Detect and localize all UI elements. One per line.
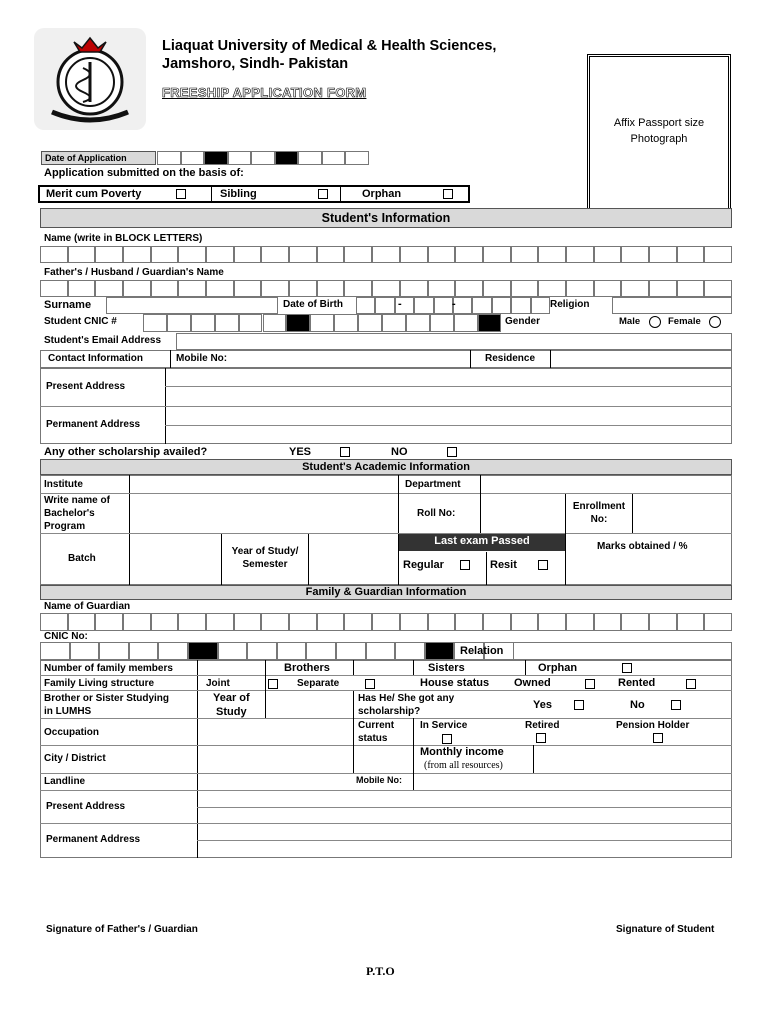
dob-cell-9[interactable] [511,297,530,314]
gender-label: Gender [505,316,541,327]
sibling-studying-label-2: in LUMHS [44,706,92,717]
guardian-name-cell-21[interactable] [594,613,622,631]
permanent-address-label: Permanent Address [46,419,141,430]
name-cell-11[interactable] [317,246,345,263]
guardian-name-cell-17[interactable] [483,613,511,631]
guardian-name-cell-20[interactable] [566,613,594,631]
name-cell-21[interactable] [594,246,622,263]
cnic-cell-1[interactable] [143,314,167,332]
guardian-cnic-cell-12[interactable] [366,642,396,660]
enrollment-label-1: Enrollment [572,501,626,512]
dob-cell-5[interactable] [434,297,453,314]
student-cnic-label: Student CNIC # [44,316,117,327]
present-address-label: Present Address [46,381,126,392]
name-cell-2[interactable] [68,246,96,263]
roll-no-label: Roll No: [417,508,456,519]
guardian-name-cell-5[interactable] [151,613,179,631]
cnic-cell-2[interactable] [167,314,191,332]
name-cell-13[interactable] [372,246,400,263]
guardian-name-cell-9[interactable] [261,613,289,631]
guardian-name-cell-7[interactable] [206,613,234,631]
guardian-name-cell-4[interactable] [123,613,151,631]
guardian-name-cell-14[interactable] [400,613,428,631]
enrollment-input[interactable] [634,495,730,532]
guardian-name-cell-2[interactable] [68,613,96,631]
father-name-cell-22[interactable] [621,280,649,297]
guardian-cnic-cell-2[interactable] [70,642,100,660]
surname-input[interactable] [106,297,278,314]
separate-label: Separate [297,678,340,689]
monthly-income-label: Monthly income [420,746,504,758]
year-of-study-label-1: Year of Study/ [231,546,299,557]
income-note: (from all resources) [424,760,503,771]
marks-input[interactable] [567,555,730,583]
father-name-cell-21[interactable] [594,280,622,297]
guardian-name-cell-25[interactable] [704,613,732,631]
guardian-mobile-label: Mobile No: [356,775,402,785]
dob-cell-2[interactable] [375,297,394,314]
name-cell-18[interactable] [511,246,539,263]
occupation-label: Occupation [44,727,100,738]
brothers-label: Brothers [284,662,330,674]
dob-separator-1: - [398,298,402,310]
resit-checkbox[interactable] [538,560,548,570]
department-input[interactable] [482,476,730,492]
house-status-label: House status [420,677,490,689]
guardian-cnic-cell-6 [188,642,218,660]
cnic-cell-6[interactable] [263,314,287,332]
sibling-scholarship-no-checkbox[interactable] [671,700,681,710]
guardian-name-label: Name of Guardian [44,601,131,612]
father-name-cell-19[interactable] [538,280,566,297]
sibling-scholarship-label-2: scholarship? [358,706,421,717]
guardian-name-cell-23[interactable] [649,613,677,631]
bachelor-label-1: Write name of [44,495,110,506]
resit-label: Resit [490,559,517,571]
in-service-label: In Service [420,720,468,731]
joint-checkbox[interactable] [268,679,278,689]
photo-box [587,54,731,220]
family-section-header: Family & Guardian Information [40,585,732,600]
guardian-name-cell-16[interactable] [455,613,483,631]
father-name-cell-9[interactable] [261,280,289,297]
dob-separator-2: - [452,298,456,310]
guardian-cnic-cell-8[interactable] [247,642,277,660]
monthly-income-input[interactable] [535,746,730,772]
guardian-name-cell-6[interactable] [178,613,206,631]
cnic-cell-12[interactable] [406,314,430,332]
guardian-signature-label: Signature of Father's / Guardian [46,924,198,935]
landline-input[interactable] [199,774,351,789]
year-study-label-2: Study [216,706,247,718]
guardian-present-address-label: Present Address [46,801,126,812]
father-name-cell-8[interactable] [234,280,262,297]
pension-holder-label: Pension Holder [616,720,690,731]
guardian-name-cell-24[interactable] [677,613,705,631]
religion-input[interactable] [612,297,732,314]
guardian-name-cell-8[interactable] [234,613,262,631]
cnic-cell-15 [478,314,502,332]
scholarship-no-checkbox[interactable] [447,447,457,457]
sibling-scholarship-no-label: No [630,699,645,711]
name-cell-3[interactable] [95,246,123,263]
scholarship-no-label: NO [391,446,408,458]
merit-checkbox[interactable] [176,189,186,199]
guardian-cnic-cell-13[interactable] [395,642,425,660]
guardian-cnic-cell-10[interactable] [306,642,336,660]
father-name-cell-12[interactable] [344,280,372,297]
name-cell-15[interactable] [428,246,456,263]
father-name-cell-10[interactable] [289,280,317,297]
date-cell-8[interactable] [322,151,346,165]
sisters-label: Sisters [428,662,465,674]
academic-section-header: Student's Academic Information [40,459,732,475]
roll-no-input[interactable] [482,495,563,532]
living-structure-label: Family Living structure [44,678,155,689]
father-name-cell-7[interactable] [206,280,234,297]
name-cell-14[interactable] [400,246,428,263]
sibling-studying-label-1: Brother or Sister Studying [44,693,170,704]
city-input[interactable] [199,746,411,772]
name-cell-24[interactable] [677,246,705,263]
scholarship-yes-label: YES [289,446,312,458]
father-name-cell-24[interactable] [677,280,705,297]
occupation-input[interactable] [199,719,351,744]
date-cell-6 [275,151,299,165]
guardian-cnic-cell-7[interactable] [218,642,248,660]
option-sibling-label: Sibling [220,188,257,200]
university-name: Liaquat University of Medical & Health Sciences, [162,38,497,54]
batch-label: Batch [68,553,96,564]
guardian-name-cell-3[interactable] [95,613,123,631]
orphan-label: Orphan [538,662,578,674]
name-cell-8[interactable] [234,246,262,263]
mobile-label: Mobile No: [176,353,228,364]
relation-input[interactable] [513,642,732,660]
date-of-application-label: Date of Application [41,151,156,165]
permanent-address-input[interactable] [167,407,730,443]
pto-label: P.T.O [366,964,395,978]
option-merit-label: Merit cum Poverty [46,188,142,200]
father-name-cell-18[interactable] [511,280,539,297]
email-label: Student's Email Address [44,335,162,346]
guardian-name-cell-1[interactable] [40,613,68,631]
father-name-cell-5[interactable] [151,280,179,297]
mobile-input[interactable] [240,351,468,367]
relation-label: Relation [460,645,504,657]
guardian-name-cell-10[interactable] [289,613,317,631]
dob-cell-10[interactable] [531,297,550,314]
father-name-cell-1[interactable] [40,280,68,297]
father-name-cell-11[interactable] [317,280,345,297]
dob-cell-1[interactable] [356,297,375,314]
year-study-input[interactable] [267,692,351,717]
year-of-study-input[interactable] [310,535,396,583]
year-of-study-label-2: Semester [242,559,288,570]
current-status-label-1: Current [358,720,395,731]
guardian-cnic-cell-11[interactable] [336,642,366,660]
form-title: FREESHIP APPLICATION FORM [162,85,367,100]
name-cell-20[interactable] [566,246,594,263]
residence-label: Residence [485,353,536,364]
department-label: Department [405,479,461,490]
date-cell-5[interactable] [251,151,275,165]
father-name-cell-13[interactable] [372,280,400,297]
cnic-cell-10[interactable] [358,314,382,332]
name-cell-23[interactable] [649,246,677,263]
sibling-checkbox[interactable] [318,189,328,199]
father-name-cell-25[interactable] [704,280,732,297]
name-cell-9[interactable] [261,246,289,263]
dob-cell-4[interactable] [414,297,433,314]
father-name-cell-6[interactable] [178,280,206,297]
in-service-checkbox[interactable] [442,734,452,744]
contact-label: Contact Information [48,353,143,364]
father-name-cell-17[interactable] [483,280,511,297]
guardian-cnic-cell-1[interactable] [40,642,70,660]
name-cell-6[interactable] [178,246,206,263]
residence-input[interactable] [552,351,730,367]
cnic-cell-11[interactable] [382,314,406,332]
orphan-family-checkbox[interactable] [622,663,632,673]
name-cell-16[interactable] [455,246,483,263]
female-radio[interactable] [709,316,721,328]
cnic-cell-14[interactable] [454,314,478,332]
sibling-scholarship-label-1: Has He/ She got any [358,693,455,704]
date-cell-7[interactable] [298,151,322,165]
retired-checkbox[interactable] [536,733,546,743]
cnic-cell-8[interactable] [310,314,334,332]
owned-label: Owned [514,677,551,689]
date-cell-1[interactable] [157,151,181,165]
batch-input[interactable] [131,535,219,583]
option-orphan-label: Orphan [362,188,402,200]
male-label: Male [619,316,641,327]
name-cell-1[interactable] [40,246,68,263]
retired-label: Retired [525,720,560,731]
guardian-cnic-cell-9[interactable] [277,642,307,660]
photo-text-line1: Affix Passport size [613,117,705,129]
guardian-name-cell-18[interactable] [511,613,539,631]
father-name-cell-23[interactable] [649,280,677,297]
year-study-label-1: Year of [213,692,250,704]
dob-cell-7[interactable] [472,297,491,314]
father-name-cell-4[interactable] [123,280,151,297]
family-members-label: Number of family members [44,663,173,674]
student-signature-label: Signature of Student [616,924,715,935]
cnic-cell-7 [286,314,310,332]
sibling-scholarship-yes-checkbox[interactable] [574,700,584,710]
basis-label: Application submitted on the basis of: [44,167,244,179]
father-name-cell-15[interactable] [428,280,456,297]
father-name-cell-14[interactable] [400,280,428,297]
father-name-cell-20[interactable] [566,280,594,297]
guardian-permanent-address-label: Permanent Address [46,834,141,845]
bachelor-label-2: Bachelor's [44,508,95,519]
name-cell-22[interactable] [621,246,649,263]
cnic-cell-4[interactable] [215,314,239,332]
university-logo [34,28,146,130]
name-cell-5[interactable] [151,246,179,263]
marks-label: Marks obtained / % [597,541,688,552]
cnic-cell-9[interactable] [334,314,358,332]
guardian-name-cell-11[interactable] [317,613,345,631]
cnic-cell-3[interactable] [191,314,215,332]
father-name-cell-16[interactable] [455,280,483,297]
guardian-cnic-cell-3[interactable] [99,642,129,660]
name-label: Name (write in BLOCK LETTERS) [44,233,203,244]
institute-label: Institute [44,479,83,490]
guardian-cnic-cell-5[interactable] [158,642,188,660]
joint-label: Joint [206,678,230,689]
regular-checkbox[interactable] [460,560,470,570]
sibling-scholarship-yes-label: Yes [533,699,552,711]
pension-holder-checkbox[interactable] [653,733,663,743]
university-location: Jamshoro, Sindh- Pakistan [162,56,349,72]
landline-label: Landline [44,776,86,787]
photo-text-line2: Photograph [630,133,688,145]
name-cell-4[interactable] [123,246,151,263]
bachelor-program-input[interactable] [131,495,396,532]
date-cell-3 [204,151,228,165]
guardian-permanent-address-input[interactable] [199,824,730,857]
guardian-mobile-input[interactable] [415,774,730,789]
dob-label: Date of Birth [283,299,343,310]
name-cell-17[interactable] [483,246,511,263]
city-label: City / District [44,753,106,764]
rented-label: Rented [618,677,656,689]
cnic-cell-13[interactable] [430,314,454,332]
present-address-input[interactable] [167,369,730,405]
name-cell-10[interactable] [289,246,317,263]
guardian-cnic-cell-4[interactable] [129,642,159,660]
date-cell-4[interactable] [228,151,252,165]
father-name-label: Father's / Husband / Guardian's Name [44,267,224,278]
date-cell-9[interactable] [345,151,369,165]
last-exam-header: Last exam Passed [399,534,565,551]
name-cell-12[interactable] [344,246,372,263]
guardian-name-cell-13[interactable] [372,613,400,631]
orphan-checkbox[interactable] [443,189,453,199]
institute-input[interactable] [131,476,396,492]
guardian-name-cell-15[interactable] [428,613,456,631]
current-status-label-2: status [358,733,388,744]
email-input[interactable] [176,333,732,350]
rented-checkbox[interactable] [686,679,696,689]
dob-cell-8[interactable] [492,297,511,314]
bachelor-label-3: Program [44,521,86,532]
scholarship-yes-checkbox[interactable] [340,447,350,457]
name-cell-19[interactable] [538,246,566,263]
male-radio[interactable] [649,316,661,328]
guardian-cnic-label: CNIC No: [44,631,88,642]
father-name-cell-3[interactable] [95,280,123,297]
female-label: Female [668,316,701,327]
scholarship-label: Any other scholarship availed? [44,446,208,458]
regular-label: Regular [403,559,444,571]
guardian-name-cell-12[interactable] [344,613,372,631]
cnic-cell-5[interactable] [239,314,263,332]
date-cell-2[interactable] [181,151,205,165]
guardian-cnic-cell-14 [425,642,455,660]
student-section-header: Student's Information [40,208,732,228]
separate-checkbox[interactable] [365,679,375,689]
guardian-present-address-input[interactable] [199,791,730,822]
religion-label: Religion [550,299,590,310]
enrollment-label-2: No: [590,514,608,525]
guardian-name-cell-22[interactable] [621,613,649,631]
surname-label: Surname [44,299,92,311]
guardian-name-cell-19[interactable] [538,613,566,631]
name-cell-25[interactable] [704,246,732,263]
owned-checkbox[interactable] [585,679,595,689]
father-name-cell-2[interactable] [68,280,96,297]
name-cell-7[interactable] [206,246,234,263]
